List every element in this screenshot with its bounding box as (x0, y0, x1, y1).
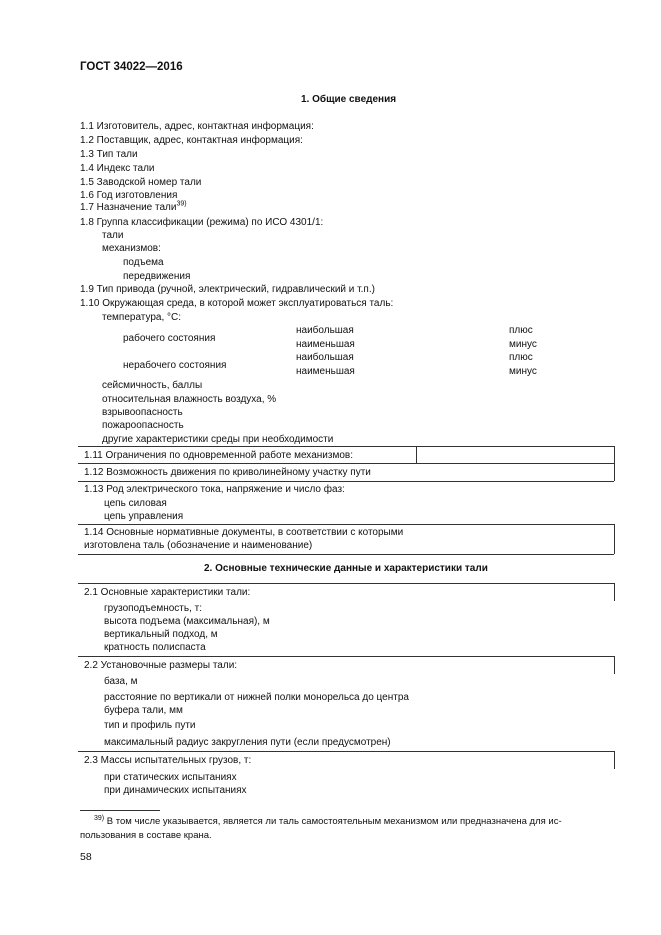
class-tali: тали (102, 230, 124, 241)
section2-title: 2. Основные технические данные и характеристики тали (204, 563, 488, 574)
item-1-2: 1.2 Поставщик, адрес, контактная информация: (80, 135, 303, 146)
rule (614, 583, 615, 601)
wheel-base: база, м (104, 676, 138, 687)
item-1-10: 1.10 Окружающая среда, в которой может эксплуатироваться таль: (80, 298, 394, 309)
document-code: ГОСТ 34022—2016 (80, 61, 183, 73)
section1-title: 1. Общие сведения (301, 94, 397, 105)
item-1-13: 1.13 Род электрического тока, напряжение и число фаз: (84, 484, 345, 495)
seismic: сейсмичность, баллы (102, 380, 203, 391)
fire-hazard: пожароопасность (102, 420, 184, 431)
working-state: рабочего состояния (123, 333, 216, 344)
nonwork-min: наименьшая (296, 366, 355, 377)
item-1-7-text: 1.7 Назначение тали (80, 202, 177, 213)
rule (78, 481, 614, 482)
rule (614, 446, 615, 481)
vertical-distance-line1: расстояние по вертикали от нижней полки монорельса до центра (104, 692, 409, 703)
rule (614, 656, 615, 674)
lifting-capacity: грузоподъемность, т: (104, 603, 202, 614)
curve-radius: максимальный радиус закругления пути (если предусмотрен) (104, 737, 391, 748)
nonworking-state: нерабочего состояния (123, 360, 227, 371)
item-1-8: 1.8 Группа классификации (режима) по ИСО 4301/1: (80, 217, 324, 228)
rule (78, 554, 614, 555)
item-1-14-line1: 1.14 Основные нормативные документы, в соответствии с которыми (84, 527, 404, 538)
footnote-mark: 39) (94, 814, 105, 822)
class-travel: передвижения (123, 271, 191, 282)
item-1-1: 1.1 Изготовитель, адрес, контактная информация: (80, 121, 314, 132)
lifting-height: высота подъема (максимальная), м (104, 616, 270, 627)
work-min: наименьшая (296, 339, 355, 350)
rule (78, 524, 614, 525)
item-1-11: 1.11 Ограничения по одновременной работе механизмов: (84, 450, 353, 461)
other-characteristics: другие характеристики среды при необходимости (102, 434, 334, 445)
track-type: тип и профиль пути (104, 720, 196, 731)
work-plus: плюс (509, 325, 533, 336)
item-1-6: 1.6 Год изготовления (80, 190, 178, 201)
footnote-line1 (94, 814, 562, 827)
page-number: 58 (80, 851, 92, 863)
dynamic-test: при динамических испытаниях (104, 785, 247, 796)
item-1-4: 1.4 Индекс тали (80, 163, 155, 174)
nonwork-max: наибольшая (296, 352, 354, 363)
rule (78, 656, 614, 657)
control-circuit: цепь управления (104, 511, 184, 522)
class-mechanisms: механизмов: (102, 243, 161, 254)
rule (78, 583, 614, 584)
item-2-2: 2.2 Установочные размеры тали: (84, 660, 238, 671)
rule (78, 446, 614, 447)
nonwork-minus: минус (509, 366, 537, 377)
vertical-approach: вертикальный подход, м (104, 629, 218, 640)
item-1-5: 1.5 Заводской номер тали (80, 177, 202, 188)
work-minus: минус (509, 339, 537, 350)
item-1-7 (80, 200, 187, 213)
static-test: при статических испытаниях (104, 772, 237, 783)
rule (78, 751, 614, 752)
reeving-ratio: кратность полиспаста (104, 642, 206, 653)
item-2-1: 2.1 Основные характеристики тали: (84, 587, 251, 598)
rule (416, 446, 417, 463)
item-1-12: 1.12 Возможность движения по криволинейному участку пути (84, 467, 371, 478)
item-1-9: 1.9 Тип привода (ручной, электрический, гидравлический и т.п.) (80, 284, 375, 295)
nonwork-plus: плюс (509, 352, 533, 363)
footnote-ref: 39) (176, 200, 187, 208)
temperature-label: температура, °С: (102, 312, 182, 323)
rule (614, 751, 615, 769)
humidity: относительная влажность воздуха, % (102, 394, 277, 405)
rule (614, 524, 615, 554)
class-lift: подъема (123, 257, 164, 268)
footnote-line2: пользования в составе крана. (80, 830, 212, 841)
footnote-text: В том числе указывается, является ли таль самостоятельным механизмом или предназначена для ис- (106, 816, 562, 827)
footnote-separator (80, 810, 160, 811)
rule (78, 463, 614, 464)
work-max: наибольшая (296, 325, 354, 336)
item-1-14-line2: изготовлена таль (обозначение и наименование) (84, 540, 313, 551)
explosion-hazard: взрывоопасность (102, 407, 183, 418)
item-1-3: 1.3 Тип тали (80, 149, 138, 160)
vertical-distance-line2: буфера тали, мм (104, 705, 183, 716)
item-2-3: 2.3 Массы испытательных грузов, т: (84, 755, 252, 766)
power-circuit: цепь силовая (104, 498, 167, 509)
